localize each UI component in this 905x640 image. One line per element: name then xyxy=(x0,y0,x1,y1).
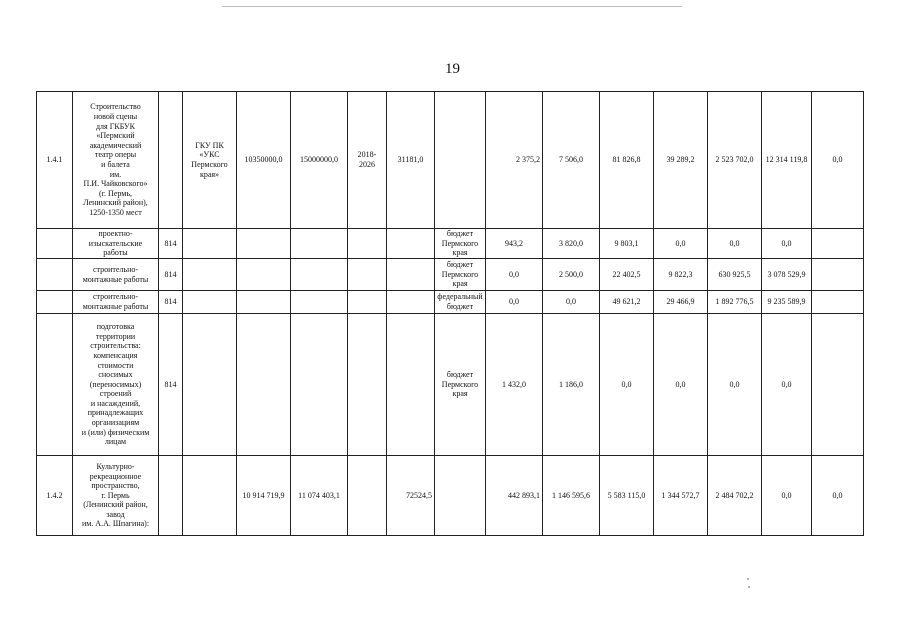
cell-source xyxy=(435,92,486,229)
cell-number: 1.4.2 xyxy=(37,456,73,536)
cell-value-4: 1 344 572,7 xyxy=(654,456,708,536)
cell-name: подготовка территории строительства: компенсация стоимости сносимых (переносимых) строений и насаждений, принадлежащих организациям и (или) физическим лицам xyxy=(73,314,159,456)
cell-name: строительно- монтажные работы xyxy=(73,291,159,314)
cell-organization xyxy=(183,229,237,259)
cell-value-2: 1 146 595,6 xyxy=(543,456,600,536)
cell-value-6: 0,0 xyxy=(762,456,812,536)
cell-name: проектно- изыскательские работы xyxy=(73,229,159,259)
cell-source xyxy=(435,456,486,536)
cell-cost-2 xyxy=(291,291,348,314)
cell-code: 814 xyxy=(159,291,183,314)
cell-code: 814 xyxy=(159,259,183,291)
table-row xyxy=(37,92,864,229)
cell-number xyxy=(37,229,73,259)
cell-value-3: 5 583 115,0 xyxy=(600,456,654,536)
cell-number xyxy=(37,259,73,291)
scan-speck xyxy=(748,586,750,588)
cell-value-5: 0,0 xyxy=(708,229,762,259)
cell-organization: ГКУ ПК «УКС Пермского края» xyxy=(183,92,237,229)
cell-value-1: 0,0 xyxy=(486,291,543,314)
cell-value-7 xyxy=(812,229,864,259)
cell-value-7: 0,0 xyxy=(812,456,864,536)
cell-value-3: 22 402,5 xyxy=(600,259,654,291)
cell-period xyxy=(348,229,387,259)
cell-cost-2: 11 074 403,1 xyxy=(291,456,348,536)
cell-period xyxy=(348,314,387,456)
table-row xyxy=(37,259,864,291)
cell-cost-2 xyxy=(291,314,348,456)
cell-value-4: 0,0 xyxy=(654,314,708,456)
top-rule xyxy=(222,6,682,7)
cell-value-2: 3 820,0 xyxy=(543,229,600,259)
cell-value-3: 9 803,1 xyxy=(600,229,654,259)
cell-source: бюджет Пермского края xyxy=(435,259,486,291)
cell-period xyxy=(348,259,387,291)
cell-value-4: 9 822,3 xyxy=(654,259,708,291)
cell-value-5: 2 484 702,2 xyxy=(708,456,762,536)
cell-value-6: 0,0 xyxy=(762,314,812,456)
table-row xyxy=(37,229,864,259)
table-row xyxy=(37,456,864,536)
cell-cost-3: 31181,0 xyxy=(387,92,435,229)
page-number: 19 xyxy=(445,61,460,77)
cell-cost-3 xyxy=(387,259,435,291)
cell-value-1: 943,2 xyxy=(486,229,543,259)
cell-value-1: 2 375,2 xyxy=(486,92,543,229)
cell-cost-1 xyxy=(237,314,291,456)
cell-source: федеральный бюджет xyxy=(435,291,486,314)
table-row xyxy=(37,291,864,314)
cell-value-2: 0,0 xyxy=(543,291,600,314)
cell-number: 1.4.1 xyxy=(37,92,73,229)
cell-name: Культурно- рекреационное пространство, г. Пермь (Ленинский район, завод им. А.А. Шпагина): xyxy=(73,456,159,536)
cell-period xyxy=(348,456,387,536)
cell-cost-1 xyxy=(237,291,291,314)
cell-value-1: 442 893,1 xyxy=(486,456,543,536)
cell-value-6: 3 078 529,9 xyxy=(762,259,812,291)
cell-code: 814 xyxy=(159,229,183,259)
cell-code xyxy=(159,92,183,229)
cell-period: 2018- 2026 xyxy=(348,92,387,229)
scan-speck xyxy=(747,578,749,580)
cell-cost-2: 15000000,0 xyxy=(291,92,348,229)
cell-value-5: 1 892 776,5 xyxy=(708,291,762,314)
cell-value-5: 0,0 xyxy=(708,314,762,456)
cell-cost-1: 10350000,0 xyxy=(237,92,291,229)
cell-value-7 xyxy=(812,314,864,456)
cell-number xyxy=(37,291,73,314)
cell-value-7 xyxy=(812,259,864,291)
cell-value-7 xyxy=(812,291,864,314)
cell-cost-3 xyxy=(387,314,435,456)
cell-cost-3 xyxy=(387,291,435,314)
cell-value-6: 9 235 589,9 xyxy=(762,291,812,314)
cell-value-2: 7 506,0 xyxy=(543,92,600,229)
cell-source: бюджет Пермского края xyxy=(435,314,486,456)
cell-name: Строительство новой сцены для ГКБУК «Пермский академический театр оперы и балета им. П.И. Чайковского» (г. Пермь, Ленинский район), 1250-1350 мест xyxy=(73,92,159,229)
table-row xyxy=(37,314,864,456)
cell-code: 814 xyxy=(159,314,183,456)
cell-value-5: 2 523 702,0 xyxy=(708,92,762,229)
cell-value-3: 81 826,8 xyxy=(600,92,654,229)
cell-period xyxy=(348,291,387,314)
cell-value-5: 630 925,5 xyxy=(708,259,762,291)
cell-cost-1 xyxy=(237,259,291,291)
cell-cost-2 xyxy=(291,229,348,259)
cell-value-2: 1 186,0 xyxy=(543,314,600,456)
cell-organization xyxy=(183,456,237,536)
cell-value-3: 0,0 xyxy=(600,314,654,456)
cell-value-4: 0,0 xyxy=(654,229,708,259)
cell-code xyxy=(159,456,183,536)
cell-organization xyxy=(183,314,237,456)
cell-value-6: 12 314 119,8 xyxy=(762,92,812,229)
cell-source: бюджет Пермского края xyxy=(435,229,486,259)
cell-value-2: 2 500,0 xyxy=(543,259,600,291)
cell-cost-1: 10 914 719,9 xyxy=(237,456,291,536)
cell-value-4: 29 466,9 xyxy=(654,291,708,314)
cell-value-1: 0,0 xyxy=(486,259,543,291)
cell-value-6: 0,0 xyxy=(762,229,812,259)
cell-organization xyxy=(183,291,237,314)
cell-value-1: 1 432,0 xyxy=(486,314,543,456)
budget-table xyxy=(36,91,864,536)
cell-value-4: 39 289,2 xyxy=(654,92,708,229)
cell-name: строительно- монтажные работы xyxy=(73,259,159,291)
cell-number xyxy=(37,314,73,456)
cell-cost-2 xyxy=(291,259,348,291)
cell-value-7: 0,0 xyxy=(812,92,864,229)
cell-cost-3 xyxy=(387,229,435,259)
cell-organization xyxy=(183,259,237,291)
cell-cost-3: 72524,5 xyxy=(387,456,435,536)
cell-cost-1 xyxy=(237,229,291,259)
cell-value-3: 49 621,2 xyxy=(600,291,654,314)
